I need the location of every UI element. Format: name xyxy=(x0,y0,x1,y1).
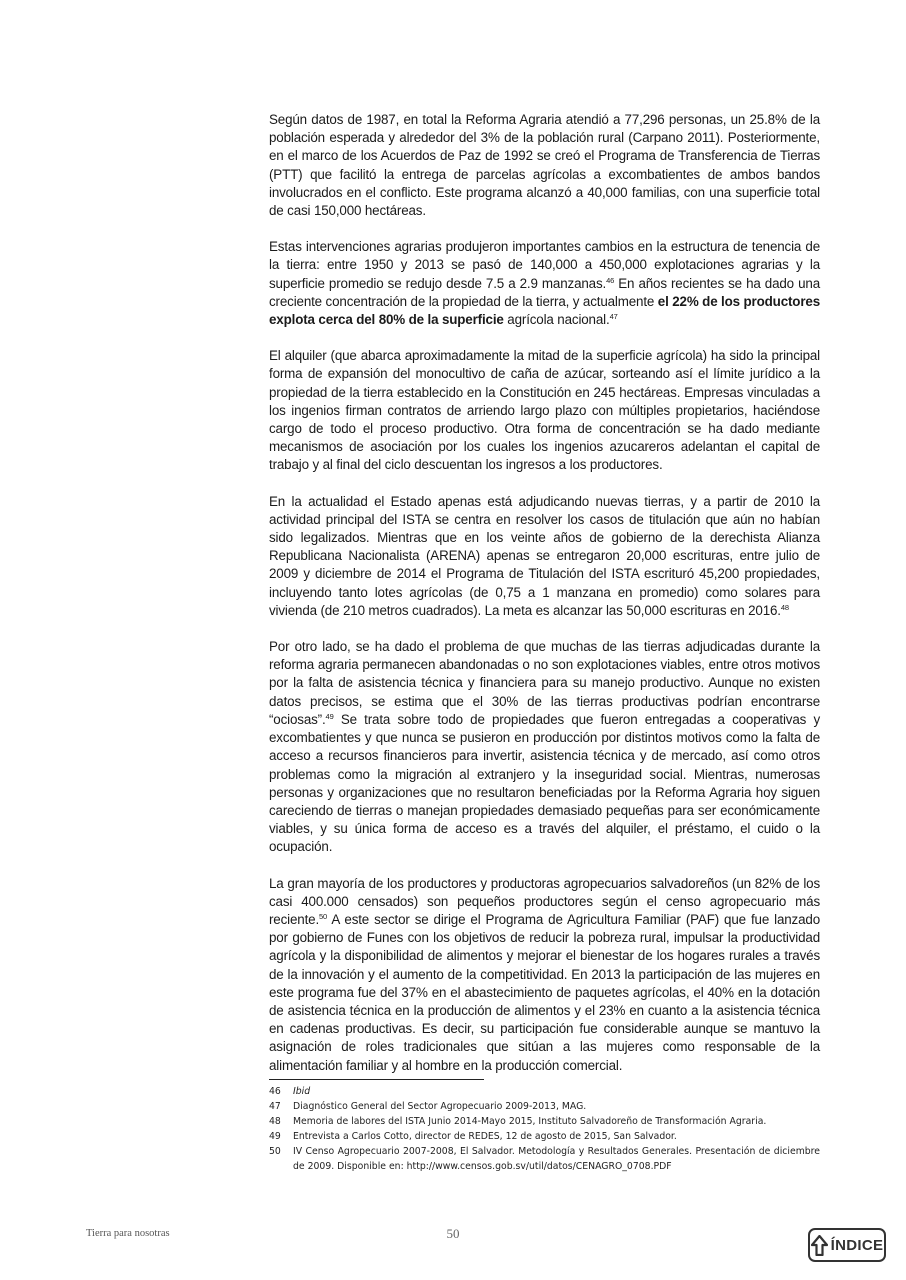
paragraph-2: Estas intervenciones agrarias produjeron importantes cambios en la estructura de tenencia de la tierra: entre 1950 y 2013 se pasó de 140,000 a 450,000 explotaciones agrarias y la superficie promedio se redujo desde 7.5 a 2.9 manzanas.$^{46}$ En años recientes se ha dado una creciente concentración de la propiedad de la tierra, y actualmente el 22% de los productores explota cerca del 80% de la superficie agrícola nacional.$^{47}$ xyxy=(269,239,820,328)
page-number: 50 xyxy=(446,1226,460,1241)
index-button[interactable] xyxy=(808,1228,886,1262)
paragraph-3: El alquiler (que abarca aproximadamente la mitad de la superficie agrícola) ha sido la principal forma de expansión del monocultivo de caña de azúcar, sorteando así el límite jurídico a la propiedad de la tierra establecido en la Constitución en 245 hectáreas. Empresas vinculadas a los ingenios firman contratos de arriendo largo plazo con múltiples propietarios, haciéndose cargo de todo el proceso productivo. Otra forma de concentración se ha dado mediante mecanismos de asociación por los cuales los ingenios azucareros adelantan el capital de trabajo y al final del ciclo descuentan los ingresos a los productores. xyxy=(269,348,820,473)
paragraph-1: Según datos de 1987, en total la Reforma Agraria atendió a 77,296 personas, un 25.8% de la población esperada y alrededor del 3% de la población rural (Carpano 2011). Posteriormente, en el marco de los Acuerdos de Paz de 1992 se creó el Programa de Transferencia de Tierras (PTT) que facilitó la entrega de parcelas agrícolas a excombatientes de ambos bandos involucrados en el conflicto. Este programa alcanzó a 40,000 familias, con una superficie total de casi 150,000 hectáreas. xyxy=(269,112,820,219)
arrow-up-icon xyxy=(811,1235,828,1256)
footnote-divider xyxy=(269,1079,484,1080)
footnote-ref-50[interactable]: 50 xyxy=(319,911,328,921)
footnote-number: 49 xyxy=(269,1131,281,1142)
footnotes xyxy=(269,1084,820,1174)
body-text xyxy=(269,111,820,1075)
footnote-number: 47 xyxy=(269,1101,281,1112)
footnote-item xyxy=(269,1084,820,1099)
footnote-text: Ibid xyxy=(293,1086,311,1097)
footnote-number: 50 xyxy=(269,1146,281,1157)
footnote-item xyxy=(269,1129,820,1144)
footnote-text[interactable]: IV Censo Agropecuario 2007-2008, El Salvador. Metodología y Resultados Generales. Presentación de diciembre de 2009. Disponible en: http://www.censos.gob.sv/util/datos/CENAGRO_0708.PDF xyxy=(293,1146,820,1172)
footnote-number: 48 xyxy=(269,1116,281,1127)
footnote-ref-46[interactable]: 46 xyxy=(606,275,615,285)
footnote-number: 46 xyxy=(269,1086,281,1097)
footnote-ref-49[interactable]: 49 xyxy=(325,711,334,721)
footnote-text: Entrevista a Carlos Cotto, director de REDES, 12 de agosto de 2015, San Salvador. xyxy=(293,1131,677,1142)
footnote-item xyxy=(269,1144,820,1174)
bold-highlight: el 22% de los productores explota cerca del 80% de la superficie xyxy=(269,293,820,328)
footnote-item xyxy=(269,1099,820,1114)
paragraph-6: La gran mayoría de los productores y productoras agropecuarios salvadoreños (un 82% de los casi 400.000 censados) son pequeños productores según el censo agropecuario más reciente.$^{50}$ A este sector se dirige el Programa de Agricultura Familiar (PAF) que fue lanzado por gobierno de Funes con los objetivos de reducir la pobreza rural, impulsar la productividad agrícola y la disponibilidad de alimentos y mejorar el bienestar de los hogares rurales a través de la innovación y el aumento de la competitividad. En 2013 la participación de las mujeres en este programa fue del 37% en el abastecimiento de paquetes agrícolas, el 40% en la dotación de asistencia técnica en la producción de alimentos y el 23% en cuanto a la asistencia técnica en cadenas productivas. Es decir, su participación fue considerable aunque se mantuvo la asignación de roles tradicionales que sitúan a las mujeres como responsable de la alimentación familiar y al hombre en la producción comercial. xyxy=(269,875,820,1073)
footnote-text: Diagnóstico General del Sector Agropecuario 2009-2013, MAG. xyxy=(293,1101,587,1112)
footnote-ref-48[interactable]: 48 xyxy=(780,602,789,612)
index-label: ÍNDICE xyxy=(830,1236,884,1254)
footnote-ref-47[interactable]: 47 xyxy=(609,312,618,322)
footer-book-title: Tierra para nosotras xyxy=(86,1228,170,1239)
footnote-text: Memoria de labores del ISTA Junio 2014-Mayo 2015, Instituto Salvadoreño de Transformación Agraria. xyxy=(293,1116,767,1127)
paragraph-4: En la actualidad el Estado apenas está adjudicando nuevas tierras, y a partir de 2010 la actividad principal del ISTA se centra en resolver los casos de titulación que aún no habían sido legalizados. Mientras que en los veinte años de gobierno de la derechista Alianza Republicana Nacionalista (ARENA) apenas se entregaron 20,000 escrituras, entre julio de 2009 y diciembre de 2014 el Programa de Titulación del ISTA escrituró 45,200 propiedades, incluyendo tanto lotes agrícolas (de 0,75 a 1 manzana en promedio) como solares para vivienda (de 210 metros cuadrados). La meta es alcanzar las 50,000 escrituras en 2016.48 xyxy=(269,493,820,618)
paragraph-5: Por otro lado, se ha dado el problema de que muchas de las tierras adjudicadas durante la reforma agraria permanecen abandonadas o no son explotaciones viables, entre otros motivos por la falta de asistencia técnica y financiera para su manejo productivo. Aunque no existen datos precisos, se estima que el 30% de las tierras productivas podrían encontrarse “ociosas”.$^{49}$ Se trata sobre todo de propiedades que fueron entregadas a cooperativas y excombatientes y que nunca se pusieron en producción por distintos motivos como la falta de acceso a recursos financieros para invertir, asistencia técnica y de mercado, así como otros problemas como la migración al extranjero y la inseguridad social. Mientras, numerosas personas y organizaciones que no resultaron beneficiadas por la Reforma Agraria hoy siguen careciendo de tierras o manejan propiedades demasiado pequeñas para ser económicamente viables, y su única forma de acceso es a través del alquiler, el préstamo, el cuido o la ocupación. xyxy=(269,639,820,855)
footnote-item xyxy=(269,1114,820,1129)
